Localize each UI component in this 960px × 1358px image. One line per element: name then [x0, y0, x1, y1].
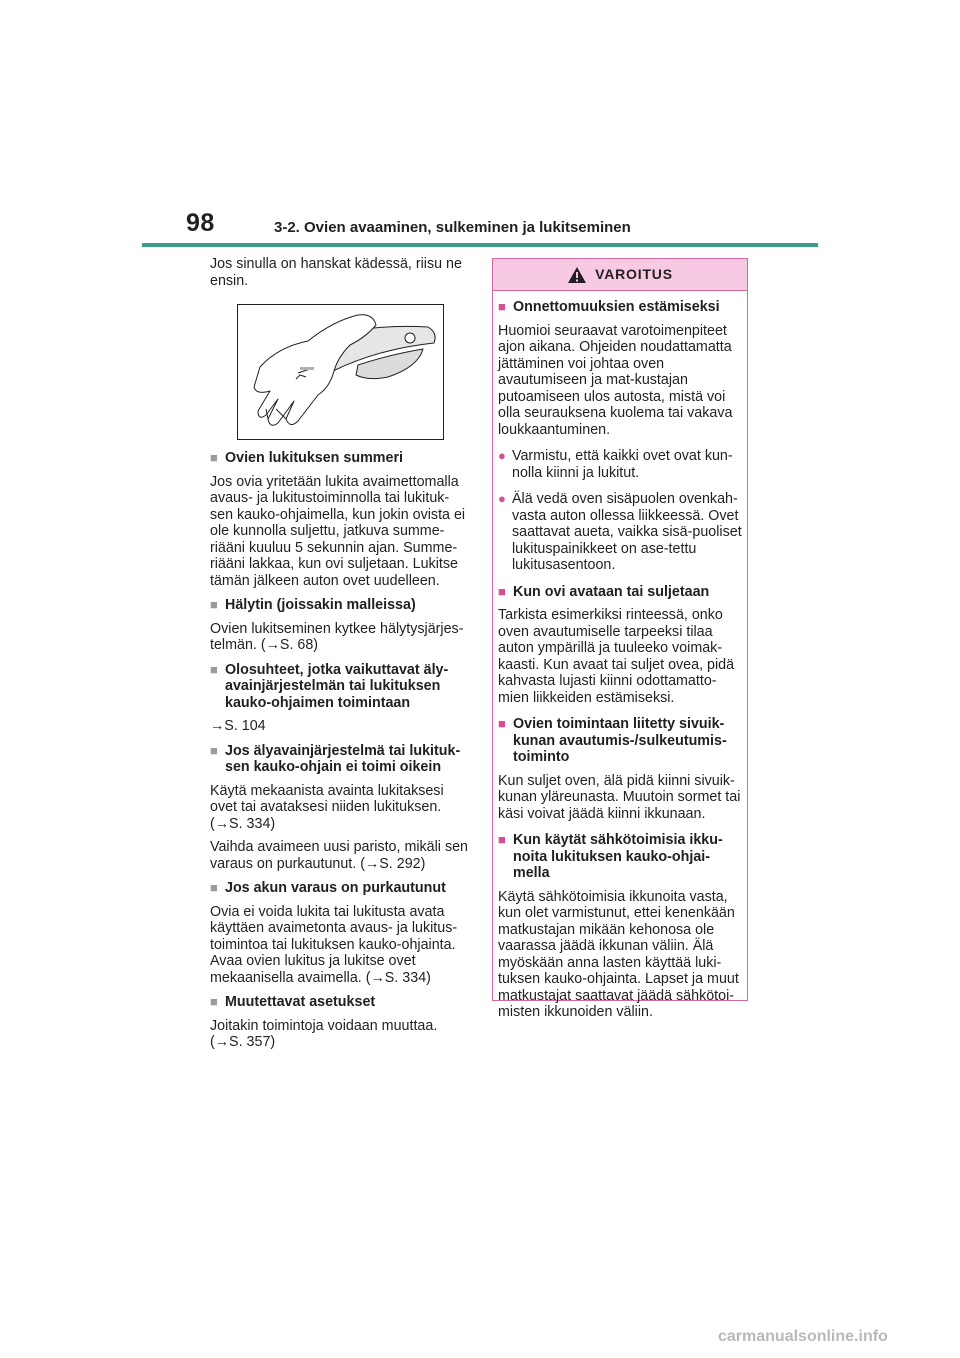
section-body: Ovien lukitseminen kytkee hälytysjärjes-telmän. (→S. 68) — [210, 620, 464, 653]
warning-header — [493, 259, 747, 291]
warning-heading-accidents: ■ Onnettomuuksien estämiseksi — [498, 299, 720, 315]
square-bullet-icon: ■ — [498, 832, 506, 847]
warning-text: Tarkista esimerkiksi rinteessä, onko oven avautumiselle tarpeeksi tilaa auton ympärillä ja tuuleeko voimak-kaasti. Kun avaat tai suljet ovea, pidä kahvasta lujasti kiinni odottamatto-mien liikkeiden estämiseksi. — [498, 607, 735, 706]
square-bullet-icon: ■ — [210, 880, 218, 895]
square-bullet-icon: ■ — [498, 583, 506, 599]
warning-title: VAROITUS — [595, 266, 673, 283]
chapter-title: 3-2. Ovien avaaminen, sulkeminen ja lukitseminen — [274, 219, 631, 236]
section-heading-malfunction: ■ Jos älyavainjärjestelmä tai lukituk-sen kauko-ohjain ei toimi oikein — [210, 742, 461, 775]
warning-triangle-icon — [567, 266, 587, 284]
square-bullet-icon: ■ — [210, 661, 218, 677]
section-body: Käytä mekaanista avainta lukitaksesi ovet tai avataksesi niiden lukituksen. (→S. 334) — [210, 782, 444, 832]
square-bullet-icon: ■ — [210, 742, 218, 758]
warning-text: Käytä sähkötoimisia ikkunoita vasta, kun olet varmistunut, ettei kenenkään matkustajan mikään kehonosa ole vaarassa jäädä ikkunan väliin. Älä myöskään anna lasten käyttää luki-tuksen kauko-ohjainta. Lapset ja muut matkustajat saattavat jäädä sähkötoi-misten ikkunoiden väliin. — [498, 888, 739, 1020]
section-body: Ovia ei voida lukita tai lukitusta avata käyttäen avaimetonta avaus- ja lukitus-toimintoa tai lukituksen kauko-ohjainta. Avaa ovien lukitus ja lukitse ovet mekaanisella avaimella. (→S. 334) — [210, 903, 458, 986]
left-column — [210, 256, 468, 1051]
warning-body — [493, 291, 747, 1021]
square-bullet-icon: ■ — [210, 450, 218, 465]
square-bullet-icon: ■ — [210, 994, 218, 1009]
warning-text: Huomioi seuraavat varotoimenpiteet ajon aikana. Ohjeiden noudattamatta jättäminen voi johtaa oven avautumiseen ja mat-kustajan putoamiseen ulos autosta, mistä voi olla seurauksena kuolema tai vakava loukkaantuminen. — [498, 322, 733, 438]
section-heading-settings: ■ Muutettavat asetukset — [210, 994, 376, 1010]
circle-bullet-icon: ● — [498, 448, 506, 463]
page-reference: →S. 104 — [210, 718, 266, 734]
warning-heading-power-windows: ■ Kun käytät sähkötoimisia ikku-noita lukituksen kauko-ohjai-mella — [498, 832, 723, 881]
watermark: carmanualsonline.info — [718, 1328, 888, 1345]
section-heading-conditions: ■ Olosuhteet, jotka vaikuttavat äly-avainjärjestelmän tai lukituksen kauko-ohjaimen toimintaan — [210, 661, 449, 711]
square-bullet-icon: ■ — [498, 299, 506, 314]
section-body: Vaihda avaimeen uusi paristo, mikäli sen varaus on purkautunut. (→S. 292) — [210, 839, 469, 872]
warning-bullet: ● Älä vedä oven sisäpuolen ovenkah-vasta auton ollessa liikkeessä. Ovet saattavat aueta, vaikka sisä-puoliset lukituspainikkeet on ase-tettu lukitusasentoon. — [498, 491, 742, 573]
warning-box — [492, 258, 748, 1020]
warning-heading-side-window: ■ Ovien toimintaan liitetty sivuik-kunan avautumis-/sulkeutumis-toiminto — [498, 716, 727, 765]
warning-text: Kun suljet oven, älä pidä kiinni sivuik-kunan yläreunasta. Muutoin sormet tai käsi voivat jäädä kiinni ikkunaan. — [498, 772, 741, 822]
section-heading-battery: ■ Jos akun varaus on purkautunut — [210, 880, 446, 896]
page-number: 98 — [186, 209, 215, 237]
hand-on-door-handle-illustration — [237, 304, 444, 440]
warning-heading-open-close: ■ Kun ovi avataan tai suljetaan — [498, 583, 710, 600]
square-bullet-icon: ■ — [210, 597, 218, 612]
header-rule — [142, 243, 818, 247]
warning-bullet: ● Varmistu, että kaikki ovet ovat kun-nolla kiinni ja lukitut. — [498, 448, 733, 481]
circle-bullet-icon: ● — [498, 491, 506, 506]
square-bullet-icon: ■ — [498, 716, 506, 731]
section-heading-alarm: ■ Hälytin (joissakin malleissa) — [210, 597, 416, 613]
intro-text: Jos sinulla on hanskat kädessä, riisu ne ensin. — [210, 256, 462, 289]
section-body: Jos ovia yritetään lukita avaimettomalla avaus- ja lukitustoiminnolla tai lukituk-sen kauko-ohjaimella, kun jokin ovista ei ole kunnolla suljettu, jatkuva summe-riääni kuuluu 5 sekunnin ajan. Summe-riääni lakkaa, kun ovi suljetaan. Lukitse tämän jälkeen auton ovet uudelleen. — [210, 473, 466, 589]
section-body: Joitakin toimintoja voidaan muuttaa. (→S. 357) — [210, 1017, 438, 1050]
section-heading-buzzer: ■ Ovien lukituksen summeri — [210, 450, 403, 466]
